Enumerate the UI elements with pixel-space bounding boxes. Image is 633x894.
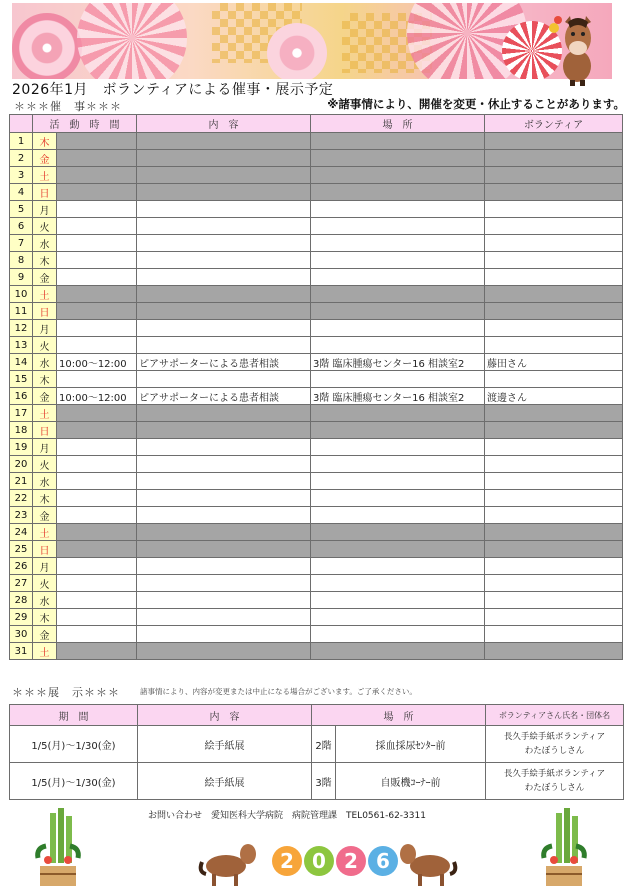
event-row <box>10 422 623 439</box>
event-volunteer <box>485 252 623 269</box>
event-time <box>57 184 137 201</box>
event-row <box>10 456 623 473</box>
event-row <box>10 473 623 490</box>
event-content <box>137 405 311 422</box>
event-place <box>311 541 485 558</box>
event-content <box>137 592 311 609</box>
event-place <box>311 235 485 252</box>
event-content <box>137 371 311 388</box>
event-time <box>57 626 137 643</box>
event-content <box>137 269 311 286</box>
exhibit-place: 自販機ｺｰﾅｰ前 <box>336 763 486 800</box>
event-volunteer <box>485 439 623 456</box>
event-volunteer <box>485 286 623 303</box>
event-volunteer <box>485 405 623 422</box>
event-day: 21 <box>10 473 33 490</box>
year-digit-2: 0 <box>304 846 334 876</box>
event-content <box>137 456 311 473</box>
event-place <box>311 473 485 490</box>
event-place <box>311 490 485 507</box>
event-day: 20 <box>10 456 33 473</box>
event-volunteer <box>485 320 623 337</box>
event-day: 24 <box>10 524 33 541</box>
event-place <box>311 150 485 167</box>
event-weekday: 火 <box>33 337 57 354</box>
event-time <box>57 558 137 575</box>
exhibit-volunteer-name: わたぼうしさん <box>524 746 585 756</box>
event-weekday: 火 <box>33 218 57 235</box>
event-volunteer <box>485 490 623 507</box>
exhibit-row <box>10 763 624 800</box>
event-place <box>311 524 485 541</box>
event-volunteer <box>485 626 623 643</box>
event-row <box>10 643 623 660</box>
event-place <box>311 507 485 524</box>
event-place <box>311 575 485 592</box>
event-row <box>10 269 623 286</box>
event-weekday: 金 <box>33 150 57 167</box>
event-weekday: 月 <box>33 558 57 575</box>
event-weekday: 月 <box>33 201 57 218</box>
event-row <box>10 218 623 235</box>
header-volunteer: ボランティア <box>485 115 623 133</box>
event-place <box>311 303 485 320</box>
header-banner <box>12 3 612 79</box>
mari-ball-left <box>77 3 187 79</box>
event-time <box>57 150 137 167</box>
event-time <box>57 269 137 286</box>
exhibit-volunteer <box>486 726 624 763</box>
kadomatsu-left-illustration <box>28 808 88 888</box>
event-row <box>10 371 623 388</box>
page-title: 2026年1月 ボランティアによる催事・展示予定 <box>12 82 334 98</box>
event-day: 27 <box>10 575 33 592</box>
event-day: 9 <box>10 269 33 286</box>
event-day: 19 <box>10 439 33 456</box>
event-weekday: 木 <box>33 490 57 507</box>
change-notice: ※諸事情により、開催を変更・休止することがあります。 <box>327 97 625 111</box>
event-weekday: 木 <box>33 252 57 269</box>
events-section-label: ＊＊＊催 事＊＊＊ <box>14 100 122 113</box>
event-content <box>137 133 311 150</box>
exhibit-period: 1/5(月)～1/30(金) <box>10 763 138 800</box>
event-volunteer <box>485 456 623 473</box>
event-volunteer <box>485 609 623 626</box>
exhibit-row <box>10 726 624 763</box>
event-content: ピアサポーターによる患者相談 <box>137 354 311 371</box>
event-place <box>311 337 485 354</box>
event-day: 1 <box>10 133 33 150</box>
exhibit-volunteer-group: 長久手絵手紙ボランティア <box>503 732 606 742</box>
kadomatsu-right-illustration <box>534 808 594 888</box>
event-content <box>137 473 311 490</box>
event-content <box>137 303 311 320</box>
event-content <box>137 320 311 337</box>
event-time <box>57 490 137 507</box>
event-weekday: 金 <box>33 388 57 405</box>
event-volunteer <box>485 133 623 150</box>
event-place <box>311 184 485 201</box>
year-2026-decoration <box>198 832 458 890</box>
event-weekday: 火 <box>33 575 57 592</box>
event-place <box>311 626 485 643</box>
event-content <box>137 235 311 252</box>
event-day: 28 <box>10 592 33 609</box>
year-digit-4: 6 <box>368 846 398 876</box>
event-row <box>10 405 623 422</box>
event-row <box>10 133 623 150</box>
ex-header-place: 場 所 <box>312 705 486 726</box>
event-row <box>10 388 623 405</box>
event-volunteer <box>485 473 623 490</box>
event-time <box>57 507 137 524</box>
event-day: 8 <box>10 252 33 269</box>
exhibit-place: 採血採尿ｾﾝﾀｰ前 <box>336 726 486 763</box>
event-day: 22 <box>10 490 33 507</box>
event-place <box>311 286 485 303</box>
event-row <box>10 507 623 524</box>
event-day: 11 <box>10 303 33 320</box>
ex-header-volunteer: ボランティアさん氏名・団体名 <box>486 705 624 726</box>
event-time <box>57 320 137 337</box>
event-volunteer <box>485 524 623 541</box>
event-place <box>311 405 485 422</box>
event-day: 26 <box>10 558 33 575</box>
event-place <box>311 592 485 609</box>
event-time <box>57 609 137 626</box>
exhibits-section-label: ＊＊＊展 示＊＊＊ <box>12 686 120 699</box>
event-row <box>10 354 623 371</box>
event-weekday: 土 <box>33 286 57 303</box>
event-day: 31 <box>10 643 33 660</box>
event-time <box>57 201 137 218</box>
event-weekday: 土 <box>33 167 57 184</box>
event-row <box>10 201 623 218</box>
event-content <box>137 201 311 218</box>
event-time <box>57 303 137 320</box>
event-place <box>311 269 485 286</box>
event-place <box>311 201 485 218</box>
event-place <box>311 558 485 575</box>
year-digit-3: 2 <box>336 846 366 876</box>
event-time <box>57 252 137 269</box>
event-time <box>57 371 137 388</box>
event-day: 2 <box>10 150 33 167</box>
event-place <box>311 320 485 337</box>
event-volunteer <box>485 303 623 320</box>
event-weekday: 土 <box>33 524 57 541</box>
event-row <box>10 524 623 541</box>
event-place <box>311 456 485 473</box>
event-volunteer <box>485 541 623 558</box>
event-content: ピアサポーターによる患者相談 <box>137 388 311 405</box>
event-day: 15 <box>10 371 33 388</box>
event-weekday: 木 <box>33 133 57 150</box>
exhibit-floor: 3階 <box>312 763 336 800</box>
event-weekday: 火 <box>33 456 57 473</box>
horse-left-icon <box>198 838 258 888</box>
event-place <box>311 422 485 439</box>
event-content <box>137 150 311 167</box>
header-place: 場 所 <box>311 115 485 133</box>
event-content <box>137 337 311 354</box>
event-day: 6 <box>10 218 33 235</box>
event-volunteer <box>485 422 623 439</box>
event-weekday: 水 <box>33 473 57 490</box>
event-content <box>137 184 311 201</box>
exhibit-volunteer-group: 長久手絵手紙ボランティア <box>503 769 606 779</box>
contact-info: お問い合わせ 愛知医科大学病院 病院管理課 TEL0561-62-3311 <box>148 811 426 821</box>
flower-pattern-left <box>12 13 82 79</box>
event-day: 18 <box>10 422 33 439</box>
event-content <box>137 439 311 456</box>
event-place <box>311 643 485 660</box>
event-volunteer <box>485 558 623 575</box>
event-time <box>57 405 137 422</box>
event-volunteer <box>485 150 623 167</box>
event-weekday: 金 <box>33 269 57 286</box>
flower-pattern-mid <box>267 23 327 79</box>
event-row <box>10 609 623 626</box>
event-content <box>137 575 311 592</box>
event-place: 3階 臨床腫瘍センター16 相談室2 <box>311 354 485 371</box>
event-volunteer <box>485 592 623 609</box>
event-time <box>57 422 137 439</box>
event-content <box>137 524 311 541</box>
event-content <box>137 286 311 303</box>
event-day: 25 <box>10 541 33 558</box>
event-weekday: 日 <box>33 541 57 558</box>
event-day: 13 <box>10 337 33 354</box>
event-time <box>57 541 137 558</box>
event-row <box>10 592 623 609</box>
event-day: 14 <box>10 354 33 371</box>
event-time <box>57 235 137 252</box>
event-time <box>57 286 137 303</box>
event-day: 16 <box>10 388 33 405</box>
exhibit-content: 絵手紙展 <box>138 763 312 800</box>
event-weekday: 木 <box>33 609 57 626</box>
event-time <box>57 592 137 609</box>
event-time <box>57 643 137 660</box>
event-weekday: 月 <box>33 439 57 456</box>
horse-right-icon <box>398 838 458 888</box>
exhibits-table <box>9 704 624 800</box>
event-content <box>137 218 311 235</box>
event-row <box>10 150 623 167</box>
event-day: 7 <box>10 235 33 252</box>
exhibit-floor: 2階 <box>312 726 336 763</box>
event-place <box>311 371 485 388</box>
event-row <box>10 626 623 643</box>
event-time: 10:00～12:00 <box>57 388 137 405</box>
event-place <box>311 439 485 456</box>
event-row <box>10 490 623 507</box>
event-time <box>57 456 137 473</box>
year-digit-1: 2 <box>272 846 302 876</box>
event-volunteer <box>485 235 623 252</box>
event-row <box>10 303 623 320</box>
event-volunteer <box>485 218 623 235</box>
exhibit-content: 絵手紙展 <box>138 726 312 763</box>
event-time <box>57 133 137 150</box>
event-day: 10 <box>10 286 33 303</box>
events-body <box>10 133 623 660</box>
horse-illustration <box>548 14 606 86</box>
event-volunteer <box>485 507 623 524</box>
events-table <box>9 114 623 660</box>
event-day: 5 <box>10 201 33 218</box>
event-content <box>137 507 311 524</box>
event-volunteer <box>485 184 623 201</box>
event-volunteer <box>485 575 623 592</box>
event-row <box>10 235 623 252</box>
event-time <box>57 439 137 456</box>
exhibits-notice: 諸事情により、内容が変更または中止になる場合がございます。ご了承ください。 <box>140 687 417 696</box>
ex-header-content: 内 容 <box>138 705 312 726</box>
event-volunteer <box>485 167 623 184</box>
event-content <box>137 643 311 660</box>
event-day: 4 <box>10 184 33 201</box>
event-time <box>57 337 137 354</box>
event-day: 3 <box>10 167 33 184</box>
header-time: 活 動 時 間 <box>33 115 137 133</box>
event-row <box>10 184 623 201</box>
event-content <box>137 558 311 575</box>
event-place <box>311 609 485 626</box>
event-content <box>137 490 311 507</box>
event-day: 23 <box>10 507 33 524</box>
event-volunteer <box>485 337 623 354</box>
event-volunteer <box>485 643 623 660</box>
event-place <box>311 167 485 184</box>
event-time <box>57 524 137 541</box>
event-row <box>10 167 623 184</box>
event-day: 17 <box>10 405 33 422</box>
event-weekday: 水 <box>33 592 57 609</box>
event-content <box>137 541 311 558</box>
event-place <box>311 218 485 235</box>
event-weekday: 土 <box>33 405 57 422</box>
event-place: 3階 臨床腫瘍センター16 相談室2 <box>311 388 485 405</box>
event-content <box>137 609 311 626</box>
exhibit-volunteer <box>486 763 624 800</box>
event-row <box>10 286 623 303</box>
event-row <box>10 252 623 269</box>
event-content <box>137 252 311 269</box>
header-blank <box>10 115 33 133</box>
event-volunteer <box>485 269 623 286</box>
event-time <box>57 473 137 490</box>
event-volunteer: 藤田さん <box>485 354 623 371</box>
exhibit-volunteer-name: わたぼうしさん <box>524 783 585 793</box>
ex-header-period: 期 間 <box>10 705 138 726</box>
event-weekday: 日 <box>33 422 57 439</box>
event-row <box>10 320 623 337</box>
event-time <box>57 167 137 184</box>
event-weekday: 金 <box>33 507 57 524</box>
event-row <box>10 337 623 354</box>
event-weekday: 木 <box>33 371 57 388</box>
event-day: 12 <box>10 320 33 337</box>
event-content <box>137 422 311 439</box>
event-place <box>311 252 485 269</box>
event-weekday: 金 <box>33 626 57 643</box>
event-volunteer <box>485 201 623 218</box>
event-place <box>311 133 485 150</box>
event-weekday: 土 <box>33 643 57 660</box>
event-volunteer: 渡邊さん <box>485 388 623 405</box>
exhibits-header-row <box>10 705 624 726</box>
event-weekday: 水 <box>33 354 57 371</box>
event-time <box>57 218 137 235</box>
event-content <box>137 167 311 184</box>
event-row <box>10 558 623 575</box>
event-weekday: 日 <box>33 303 57 320</box>
event-row <box>10 575 623 592</box>
event-row <box>10 439 623 456</box>
exhibit-period: 1/5(月)～1/30(金) <box>10 726 138 763</box>
event-volunteer <box>485 371 623 388</box>
event-content <box>137 626 311 643</box>
event-time: 10:00～12:00 <box>57 354 137 371</box>
event-day: 30 <box>10 626 33 643</box>
event-weekday: 日 <box>33 184 57 201</box>
event-weekday: 月 <box>33 320 57 337</box>
event-weekday: 水 <box>33 235 57 252</box>
event-time <box>57 575 137 592</box>
event-day: 29 <box>10 609 33 626</box>
event-row <box>10 541 623 558</box>
events-header-row <box>10 115 623 133</box>
header-content: 内 容 <box>137 115 311 133</box>
